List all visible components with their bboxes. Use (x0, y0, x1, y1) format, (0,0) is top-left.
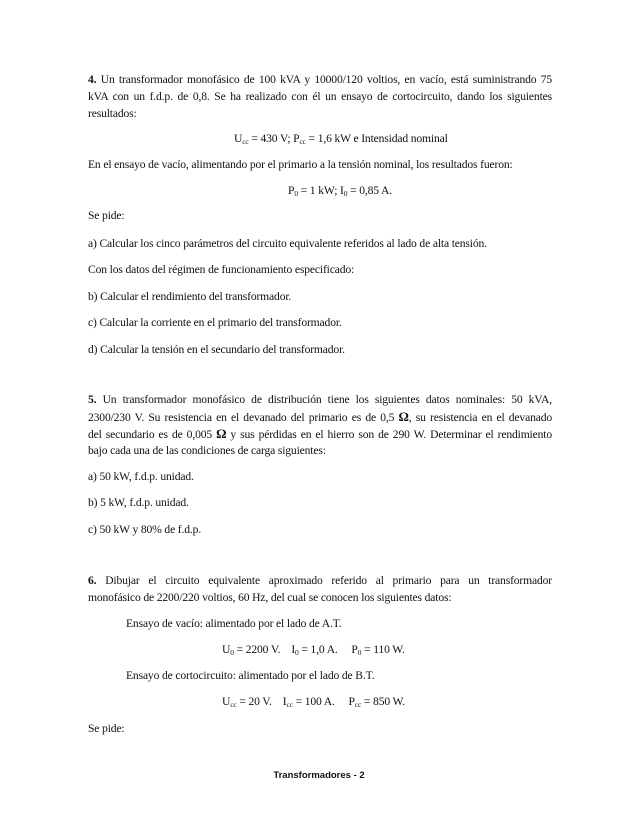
eq-part: = 110 W. (361, 643, 405, 656)
p4-item-d: d) Calcular la tensión en el secundario del transformador. (88, 343, 345, 356)
p5-text2b: , su resistencia en el devanado (408, 411, 552, 424)
p6-eq-vacio (222, 642, 552, 657)
eq-part: = 1 kW; I (297, 184, 344, 197)
p6-se-pide: Se pide: (88, 722, 125, 735)
p6-line2: monofásico de 2200/220 voltios, 60 Hz, del cual se conocen los siguientes datos: (88, 591, 452, 604)
eq-sub: 0 (294, 189, 298, 198)
eq-part: = 0,85 A. (347, 184, 393, 197)
p4-regimen: Con los datos del régimen de funcionamiento especificado: (88, 263, 355, 276)
p4-number: 4. (88, 73, 97, 86)
eq-sub: cc (354, 700, 362, 709)
p5-item-c: c) 50 kW y 80% de f.d.p. (88, 523, 202, 536)
eq-part: U (222, 643, 231, 656)
eq-part: = 850 W. (361, 695, 406, 708)
eq-sub: 0 (357, 648, 362, 657)
eq-part: = 2200 V. I (233, 643, 296, 656)
eq-part: = 1,0 A. P (298, 643, 358, 656)
eq-part: = 100 A. P (292, 695, 355, 708)
p4-eq-vacio (288, 183, 488, 198)
p5-line4: bajo cada una de las condiciones de carga siguientes: (88, 444, 326, 457)
p5-text3b: y sus pérdidas en el hierro son de 290 W. Determinar el rendimiento (226, 428, 552, 441)
p5-item-a: a) 50 kW, f.d.p. unidad. (88, 470, 194, 483)
eq-sub: cc (299, 137, 306, 146)
eq-sub: cc (242, 137, 249, 146)
omega-symbol: Ω (216, 426, 227, 441)
eq-sub: cc (230, 700, 237, 709)
p6-cc-label: Ensayo de cortocircuito: alimentado por el lado de B.T. (126, 669, 375, 682)
p5-line1 (88, 392, 552, 407)
p4-eq-cortocircuito (234, 131, 564, 146)
eq-sub: 0 (295, 648, 299, 657)
p4-text1: Un transformador monofásico de 100 kVA y 10000/120 voltios, en vacío, está suministrando 75 (100, 73, 553, 86)
eq-part: = 20 V. I (236, 695, 287, 708)
eq-part: P (288, 184, 295, 197)
eq-sub: 0 (230, 648, 234, 657)
p5-number: 5. (88, 393, 97, 406)
p4-item-c: c) Calcular la corriente en el primario del transformador. (88, 316, 342, 329)
p4-line2: kVA con un f.d.p. de 0,8. Se ha realizado con él un ensayo de cortocircuito, dando los siguientes (88, 90, 552, 103)
eq-part: U (234, 132, 243, 145)
p6-number: 6. (88, 574, 97, 587)
p5-text2a: 2300/230 V. Su resistencia en el devanado del primario es de 0,5 (88, 411, 399, 424)
eq-sub: cc (286, 700, 293, 709)
p4-item-a: a) Calcular los cinco parámetros del circuito equivalente referidos al lado de alta tensión. (88, 237, 487, 250)
eq-part: = 1,6 kW e Intensidad nominal (305, 132, 448, 145)
p5-text3a: del secundario es de 0,005 (88, 428, 217, 441)
p4-vacio-intro: En el ensayo de vacío, alimentando por el primario a la tensión nominal, los resultados fueron: (88, 158, 513, 171)
p5-line3 (88, 426, 552, 442)
p6-eq-cc (222, 694, 552, 709)
p6-text1: Dibujar el circuito equivalente aproximado referido al primario para un transformador (105, 574, 553, 587)
eq-part: = 430 V; P (248, 132, 300, 145)
omega-symbol: Ω (398, 409, 409, 424)
p6-vacio-label: Ensayo de vacío: alimentado por el lado de A.T. (126, 617, 342, 630)
p4-line3: resultados: (88, 107, 137, 120)
p5-line2 (88, 409, 552, 425)
p4-item-b: b) Calcular el rendimiento del transformador. (88, 290, 292, 303)
p6-line1 (88, 573, 552, 588)
eq-part: U (222, 695, 231, 708)
p4-se-pide: Se pide: (88, 209, 125, 222)
p4-line1 (88, 72, 552, 87)
page-footer: Transformadores - 2 (273, 770, 365, 781)
eq-sub: 0 (343, 189, 348, 198)
p5-item-b: b) 5 kW, f.d.p. unidad. (88, 496, 189, 509)
p5-text1: Un transformador monofásico de distribución tiene los siguientes datos nominales: 50 kVA, (102, 393, 553, 406)
